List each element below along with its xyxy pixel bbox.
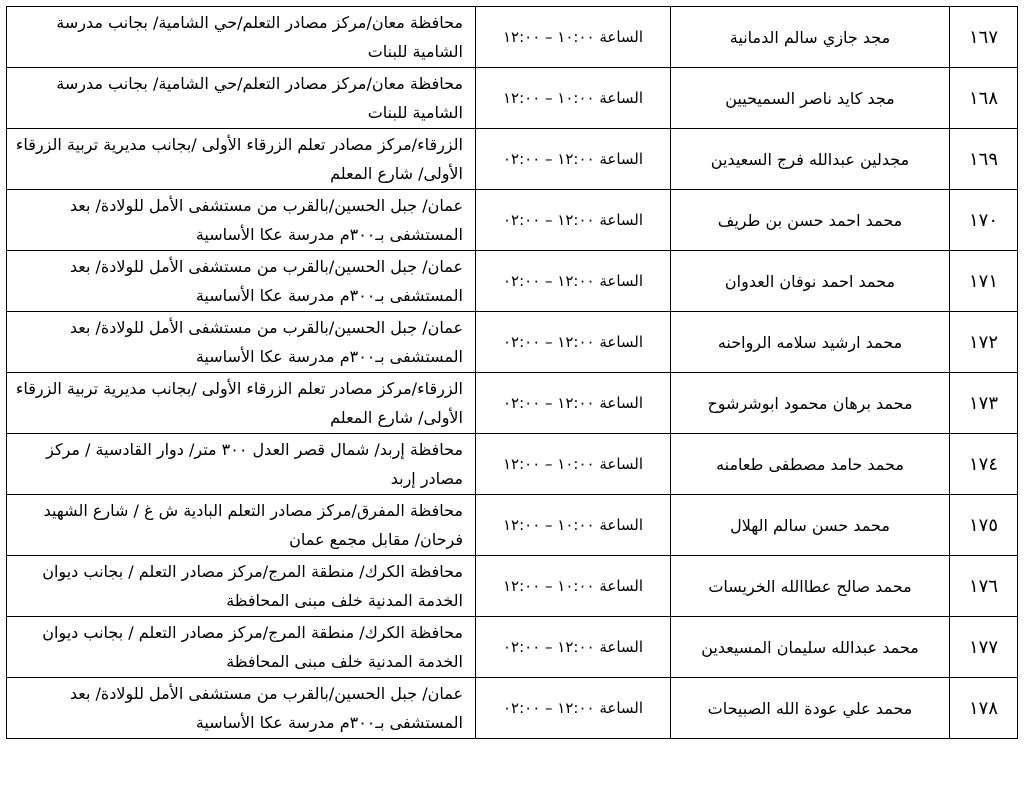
candidate-name: مجدلين عبدالله فرج السعيدين [671,129,950,190]
row-number: ١٧٠ [950,190,1018,251]
exam-time: الساعة ١٠:٠٠ – ١٢:٠٠ [476,434,671,495]
exam-time: الساعة ١٢:٠٠ – ٠٢:٠٠ [476,190,671,251]
row-number: ١٧١ [950,251,1018,312]
row-number: ١٧٣ [950,373,1018,434]
row-number: ١٧٧ [950,617,1018,678]
table-row [7,7,1018,68]
exam-location: محافظة معان/مركز مصادر التعلم/حي الشامية/ بجانب مدرسة الشامية للبنات [7,68,476,129]
row-number: ١٦٨ [950,68,1018,129]
exam-time: الساعة ١٠:٠٠ – ١٢:٠٠ [476,556,671,617]
table-row [7,251,1018,312]
exam-location: عمان/ جبل الحسين/بالقرب من مستشفى الأمل للولادة/ بعد المستشفى بـ٣٠٠م مدرسة عكا الأساسية [7,190,476,251]
exam-location: محافظة معان/مركز مصادر التعلم/حي الشامية/ بجانب مدرسة الشامية للبنات [7,7,476,68]
table-row [7,68,1018,129]
exam-location: الزرقاء/مركز مصادر تعلم الزرقاء الأولى /بجانب مديرية تربية الزرقاء الأولى/ شارع المعلم [7,129,476,190]
candidate-name: محمد حسن سالم الهلال [671,495,950,556]
row-number: ١٧٨ [950,678,1018,739]
exam-location: محافظة المفرق/مركز مصادر التعلم البادية ش غ / شارع الشهيد فرحان/ مقابل مجمع عمان [7,495,476,556]
exam-location: محافظة الكرك/ منطقة المرج/مركز مصادر التعلم / بجانب ديوان الخدمة المدنية خلف مبنى المحافظة [7,617,476,678]
exam-time: الساعة ١٢:٠٠ – ٠٢:٠٠ [476,373,671,434]
exam-time: الساعة ١٢:٠٠ – ٠٢:٠٠ [476,129,671,190]
table-row [7,129,1018,190]
row-number: ١٦٧ [950,7,1018,68]
candidate-name: محمد احمد نوفان العدوان [671,251,950,312]
candidate-name: مجد كايد ناصر السميحيين [671,68,950,129]
exam-time: الساعة ١٠:٠٠ – ١٢:٠٠ [476,7,671,68]
row-number: ١٧٢ [950,312,1018,373]
row-number: ١٧٥ [950,495,1018,556]
exam-time: الساعة ١٠:٠٠ – ١٢:٠٠ [476,68,671,129]
exam-time: الساعة ١٢:٠٠ – ٠٢:٠٠ [476,617,671,678]
exam-location: محافظة الكرك/ منطقة المرج/مركز مصادر التعلم / بجانب ديوان الخدمة المدنية خلف مبنى المحافظة [7,556,476,617]
candidate-name: محمد علي عودة الله الصبيحات [671,678,950,739]
table-row [7,312,1018,373]
table-row [7,434,1018,495]
exam-time: الساعة ١٠:٠٠ – ١٢:٠٠ [476,495,671,556]
row-number: ١٦٩ [950,129,1018,190]
exam-time: الساعة ١٢:٠٠ – ٠٢:٠٠ [476,678,671,739]
table-row [7,556,1018,617]
table-row [7,617,1018,678]
exam-time: الساعة ١٢:٠٠ – ٠٢:٠٠ [476,312,671,373]
candidate-name: محمد برهان محمود ابوشرشوح [671,373,950,434]
exam-location: عمان/ جبل الحسين/بالقرب من مستشفى الأمل للولادة/ بعد المستشفى بـ٣٠٠م مدرسة عكا الأساسية [7,312,476,373]
exam-location: الزرقاء/مركز مصادر تعلم الزرقاء الأولى /بجانب مديرية تربية الزرقاء الأولى/ شارع المعلم [7,373,476,434]
exam-location: عمان/ جبل الحسين/بالقرب من مستشفى الأمل للولادة/ بعد المستشفى بـ٣٠٠م مدرسة عكا الأساسية [7,678,476,739]
candidate-name: محمد ارشيد سلامه الرواحنه [671,312,950,373]
row-number: ١٧٤ [950,434,1018,495]
table-row [7,495,1018,556]
exam-time: الساعة ١٢:٠٠ – ٠٢:٠٠ [476,251,671,312]
candidate-name: محمد حامد مصطفى طعامنه [671,434,950,495]
row-number: ١٧٦ [950,556,1018,617]
exam-location: عمان/ جبل الحسين/بالقرب من مستشفى الأمل للولادة/ بعد المستشفى بـ٣٠٠م مدرسة عكا الأساسية [7,251,476,312]
table-row [7,373,1018,434]
table-body [7,7,1018,739]
candidate-name: محمد عبدالله سليمان المسيعدين [671,617,950,678]
table-row [7,678,1018,739]
exam-location: محافظة إربد/ شمال قصر العدل ٣٠٠ متر/ دوار القادسية / مركز مصادر إربد [7,434,476,495]
candidate-name: محمد صالح عطاالله الخريسات [671,556,950,617]
exam-schedule-table [6,6,1018,739]
candidate-name: محمد احمد حسن بن طريف [671,190,950,251]
candidate-name: مجد جازي سالم الدمانية [671,7,950,68]
table-row [7,190,1018,251]
